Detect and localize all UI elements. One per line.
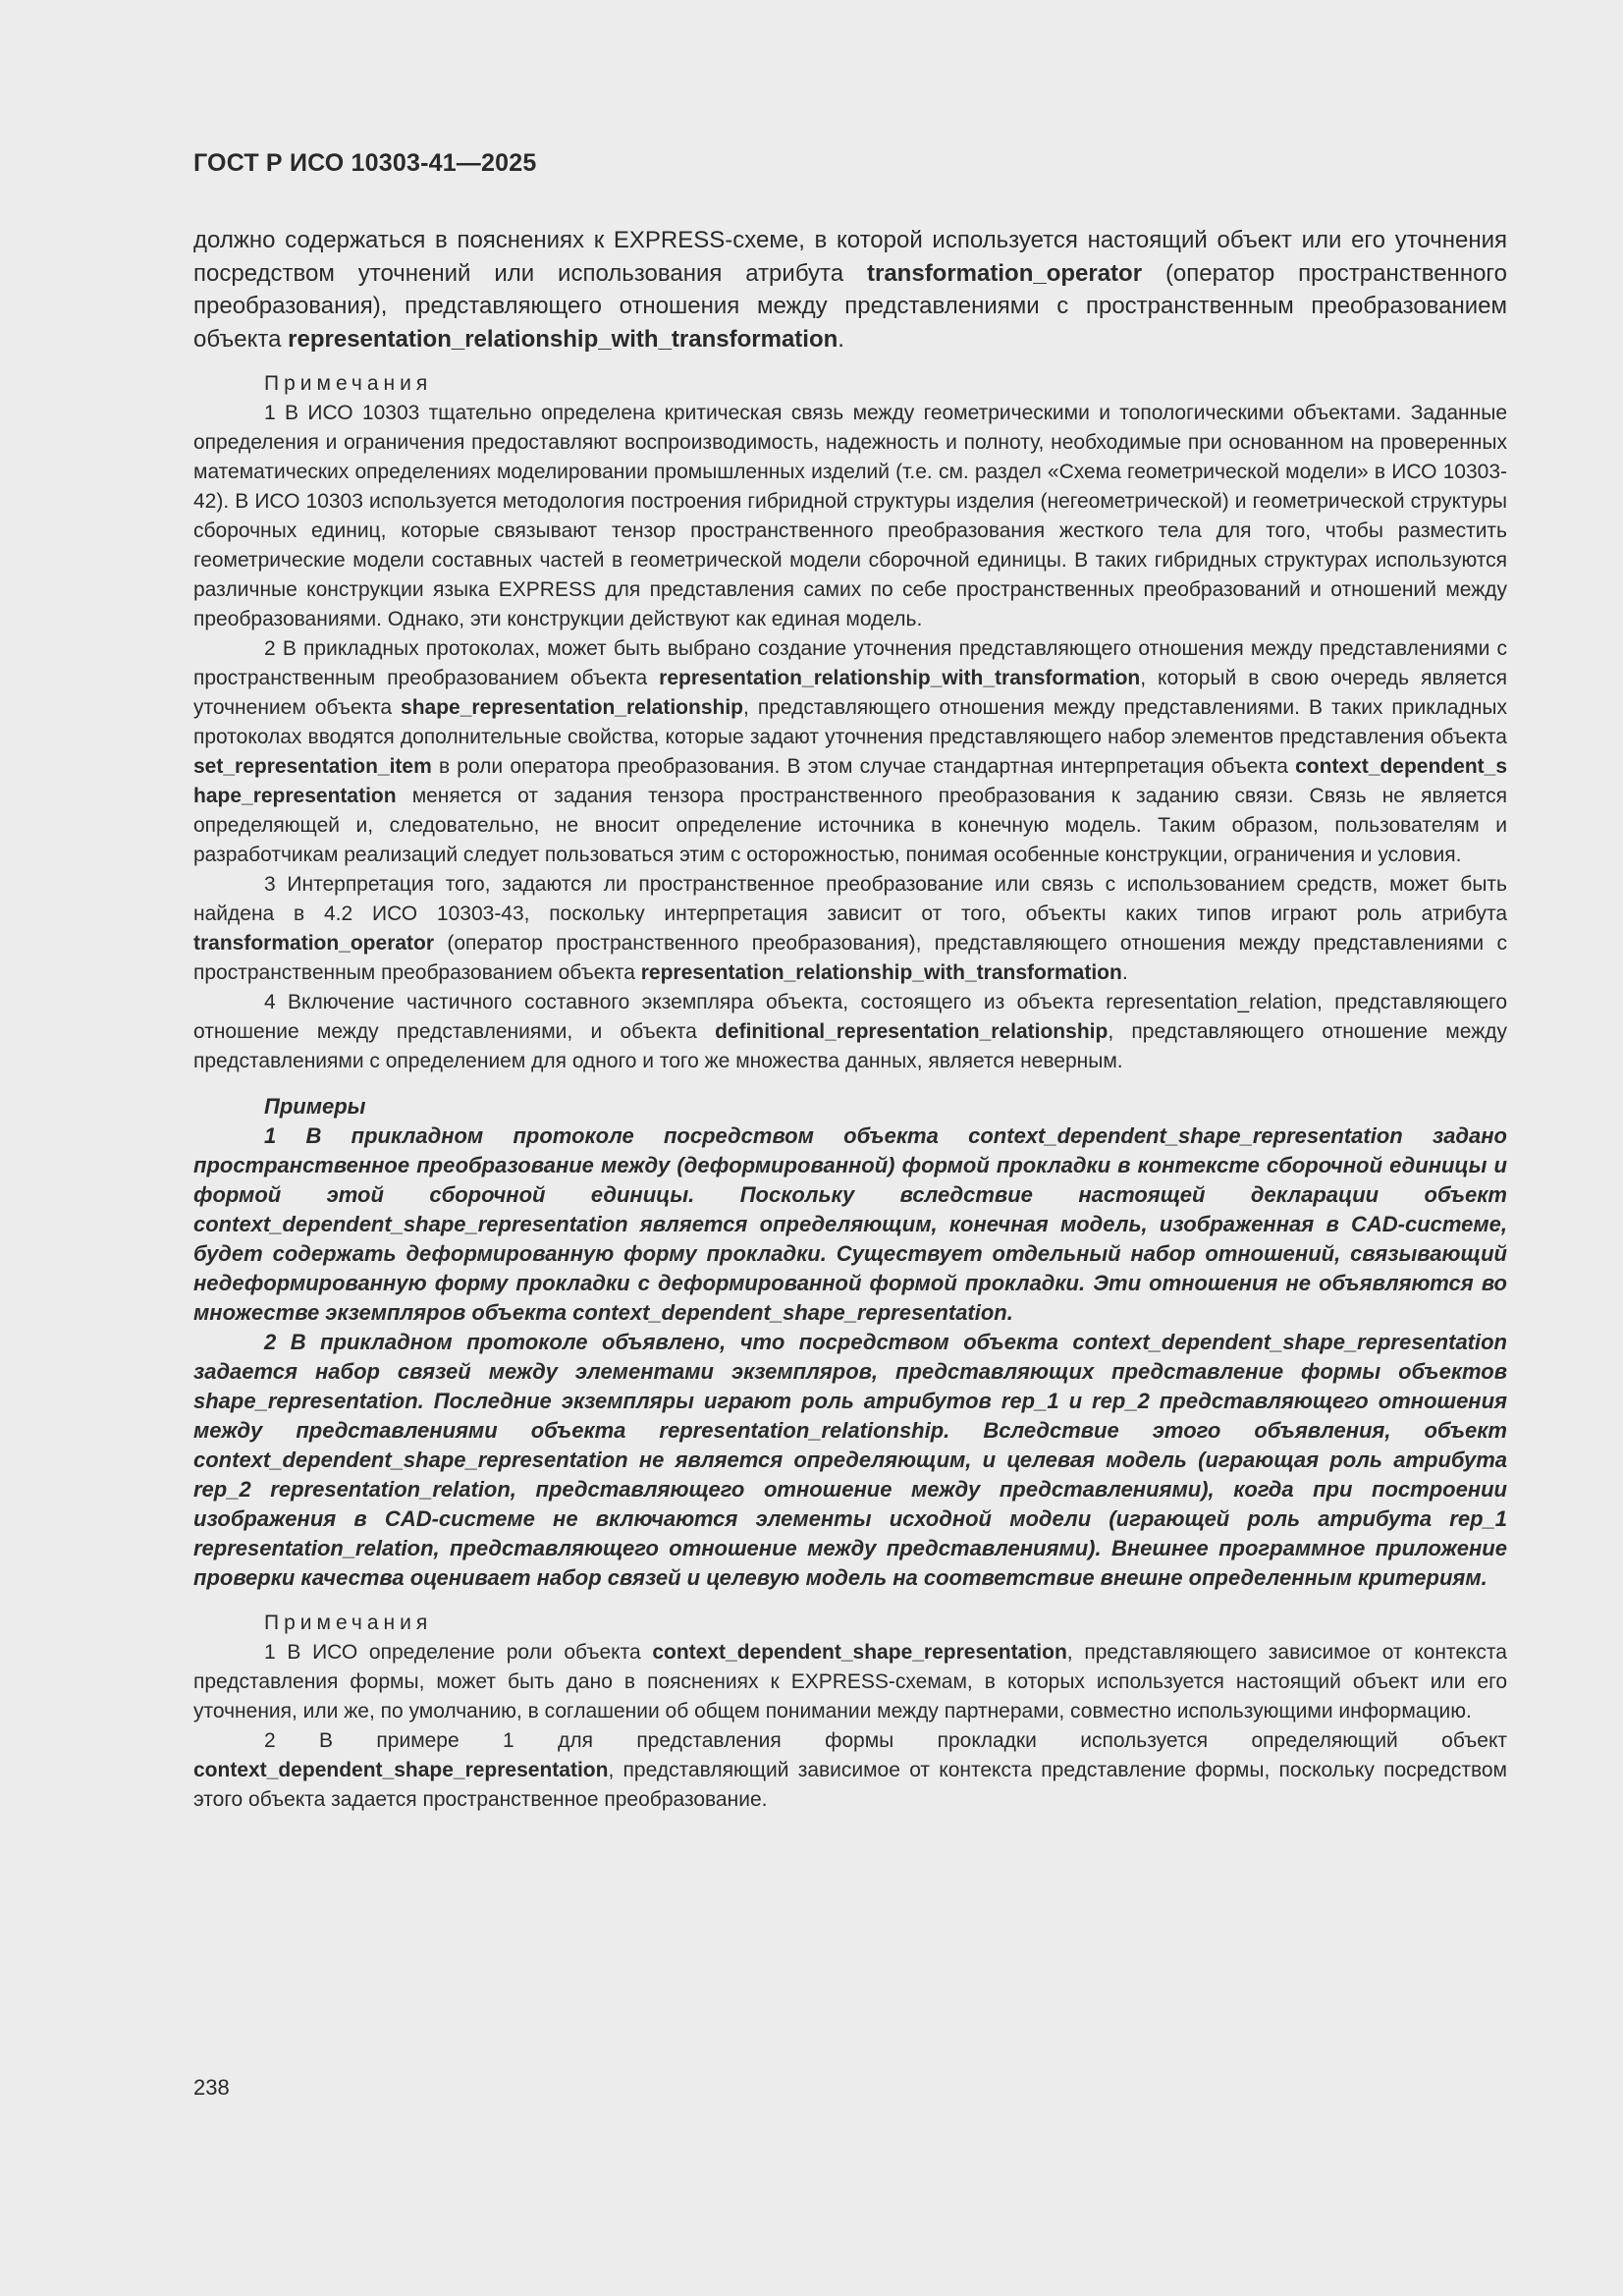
intro-text-3: .: [838, 325, 844, 353]
note-2: 2 В прикладных протоколах, может быть выбрано создание уточнения представляющего отношения между представлениями с пространственным преобразованием объекта representation_relationship_with_transformation, который в свою очередь является уточнением объекта shape_representation_relationship, представляющего отношения между представлениями. В таких прикладных протоколах вводятся дополнительные свойства, которые задают уточнения представляющего набор элементов представления объекта set_representation_item в роли оператора преобразования. В этом случае стандартная интерпретация объекта context_dependent_s hape_representation меняется от задания тензора пространственного преобразования к заданию связи. Связь не является определяющей и, следовательно, не вносит определение источника в конечную модель. Таким образом, пользователям и разработчикам реализаций следует пользоваться этим с осторожностью, понимая особенные конструкции, ограничения и условия.: [193, 637, 1507, 866]
term-bold: representation_relationship_with_transformation: [659, 667, 1141, 689]
notes-heading-2: Примечания: [264, 1612, 433, 1634]
examples-heading: Примеры: [264, 1094, 366, 1119]
note-4: 4 Включение частичного составного экземпляра объекта, состоящего из объекта representation_relation, представляющего отношение между представлениями, и объекта definitional_representation_relationship, представляющего отношение между представлениями с определением для одного и того же множества данных, является неверным.: [193, 991, 1507, 1072]
document-header: ГОСТ Р ИСО 10303-41—2025: [193, 149, 537, 177]
note2-2: 2 В примере 1 для представления формы прокладки используется определяющий объект context_dependent_shape_representation, представляющий зависимое от контекста представление формы, поскольку посредством этого объекта задается пространственное преобразование.: [193, 1729, 1507, 1811]
page-content: [193, 224, 1507, 1815]
term-bold: representation_relationship_with_transformation: [640, 961, 1122, 984]
term-bold: context_dependent_shape_representation: [193, 1759, 609, 1781]
note-3: 3 Интерпретация того, задаются ли пространственное преобразование или связь с использованием средств, может быть найдена в 4.2 ИСО 10303-43, поскольку интерпретация зависит от того, объекты каких типов играют роль атрибута transformation_operator (оператор пространственного преобразования), представляющего отношения между представлениями с пространственным преобразованием объекта representation_relationship_with_transformation.: [193, 873, 1507, 984]
term-representation-relationship-with-transformation: representation_relationship_with_transformation: [288, 325, 839, 353]
term-bold: shape_representation_relationship: [401, 696, 743, 719]
term-bold: context_dependent_s hape_representation: [193, 755, 1507, 807]
page-number: 238: [193, 2075, 230, 2100]
notes-heading: Примечания: [264, 372, 433, 395]
term-bold: transformation_operator: [193, 932, 435, 955]
example-1: 1 В прикладном протоколе посредством объекта context_dependent_shape_representation задано пространственное преобразование между (деформированной) формой прокладки в контексте сборочной единицы и формой этой сборочной единицы. Поскольку вследствие настоящей декларации объект context_dependent_shape_representation является определяющим, конечная модель, изображенная в CAD-системе, будет содержать деформированную форму прокладки. Существует отдельный набор отношений, связывающий недеформированную форму прокладки с деформированной формой прокладки. Эти отношения не объявляются во множестве экземпляров объекта context_dependent_shape_representation.: [193, 1123, 1507, 1325]
intro-text-1: должно содержаться в пояснениях к EXPRESS-схеме, в которой используется настоящий объект или его уточнения посредством уточнений или использования атрибута: [193, 227, 1507, 287]
example-2: 2 В прикладном протоколе объявлено, что посредством объекта context_dependent_shape_representation задается набор связей между элементами экземпляров, представляющих представление формы объектов shape_representation. Последние экземпляры играют роль атрибутов rep_1 и rep_2 представляющего отношения между представлениями объекта representation_relationship. Вследствие этого объявления, объект context_dependent_shape_representation не является определяющим, и целевая модель (играющая роль атрибута rep_2 representation_relation, представляющего отношение между представлениями), когда при построении изображения в CAD-системе не включаются элементы исходной модели (играющей роль атрибута rep_1 representation_relation, представляющего отношение между представлениями). Внешнее программное приложение проверки качества оценивает набор связей и целевую модель на соответствие внешне определенным критериям.: [193, 1330, 1507, 1590]
intro-text-2: (оператор пространственного преобразования), представляющего отношения между представлениями с пространственным преобразованием объекта: [193, 259, 1507, 353]
term-bold: definitional_representation_relationship: [715, 1020, 1109, 1043]
intro-paragraph: [193, 224, 1507, 355]
note-1: 1 В ИСО 10303 тщательно определена критическая связь между геометрическими и топологическими объектами. Заданные определения и ограничения предоставляют воспроизводимость, надежность и полноту, необходимые при основанном на проверенных математических определениях моделировании промышленных изделий (т.е. см. раздел «Схема геометрической модели» в ИСО 10303-42). В ИСО 10303 используется методология построения гибридной структуры изделия (негеометрической) и геометрической структуры сборочных единиц, которые связывают тензор пространственного преобразования жесткого тела для того, чтобы разместить геометрические модели составных частей в геометрической модели сборочной единицы. В таких гибридных структурах используются различные конструкции языка EXPRESS для представления самих по себе пространственных преобразований и отношений между преобразованиями. Однако, эти конструкции действуют как единая модель.: [193, 402, 1507, 630]
term-bold: set_representation_item: [193, 755, 432, 778]
term-transformation-operator: transformation_operator: [867, 259, 1143, 287]
note2-1: 1 В ИСО определение роли объекта context_dependent_shape_representation, представляющего зависимое от контекста представления формы, может быть дано в пояснениях к EXPRESS-схемам, в которых используется настоящий объект или его уточнения, или же, по умолчанию, в соглашении об общем понимании между партнерами, совместно использующими информацию.: [193, 1641, 1507, 1722]
term-bold: context_dependent_shape_representation: [652, 1641, 1067, 1664]
